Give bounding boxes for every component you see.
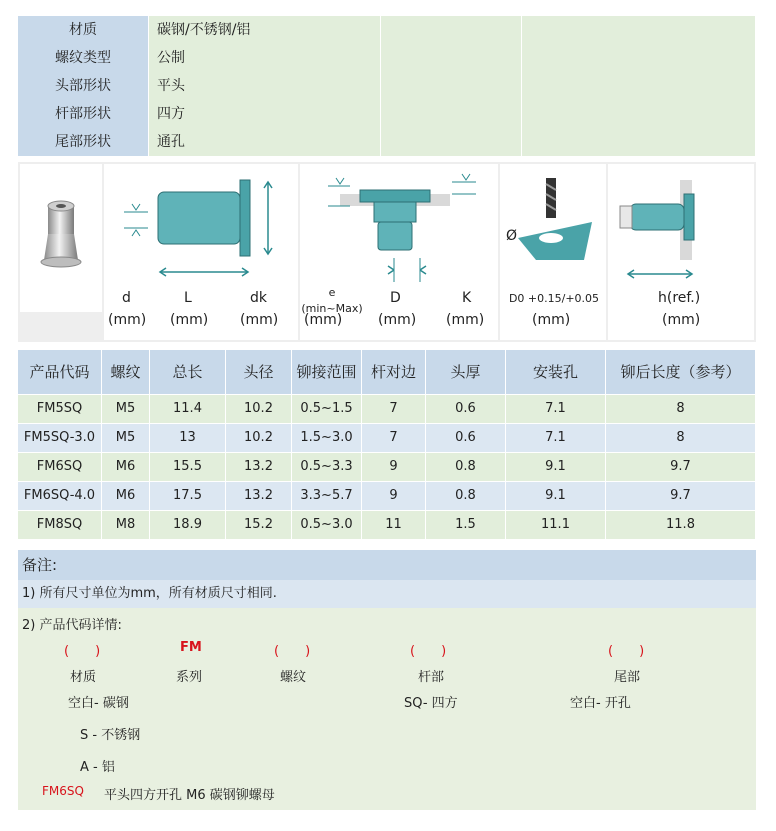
- table-header-row: [18, 350, 756, 394]
- label-e: e: [328, 286, 336, 299]
- spec-label: 螺纹类型: [18, 44, 149, 72]
- side-view-drawing: [104, 164, 298, 304]
- cell-shank: 9: [362, 482, 426, 510]
- col-header: 铆接范围: [292, 350, 362, 394]
- label-phi: Ø: [506, 228, 518, 244]
- code-paren-shank: ( ): [410, 644, 447, 659]
- label-D: D: [390, 290, 401, 306]
- cell-shank: 11: [362, 511, 426, 539]
- spec-row-shank: [18, 100, 756, 128]
- option-aluminum: A - 铝: [80, 760, 115, 775]
- cell-grip: 3.3~5.7: [292, 482, 362, 510]
- spec-row-head: [18, 72, 756, 100]
- col-header: 铆后长度（参考）: [606, 350, 756, 394]
- spec-value: 碳钢/不锈钢/铝: [149, 16, 381, 44]
- cell-code: FM6SQ: [18, 453, 102, 481]
- unit-D: (mm): [378, 312, 417, 328]
- code-label-tail: 尾部: [614, 670, 641, 685]
- code-paren-material: ( ): [64, 644, 101, 659]
- example-description: 平头四方开孔 M6 碳钢铆螺母: [104, 788, 275, 803]
- cell-head-thk: 1.5: [426, 511, 506, 539]
- cell-thread: M8: [102, 511, 150, 539]
- cell-grip: 0.5~1.5: [292, 395, 362, 423]
- cell-head-thk: 0.6: [426, 424, 506, 452]
- spec-label: 尾部形状: [18, 128, 149, 156]
- col-header: 总长: [150, 350, 226, 394]
- label-hole: D0 +0.15/+0.05: [508, 292, 600, 305]
- spec-value: 平头: [149, 72, 381, 100]
- cell-length: 11.4: [150, 395, 226, 423]
- table-row: [18, 511, 756, 539]
- cell-head-dia: 13.2: [226, 453, 292, 481]
- cell-length: 15.5: [150, 453, 226, 481]
- table-row: [18, 453, 756, 481]
- option-carbon-steel: 空白- 碳钢: [68, 696, 129, 711]
- cell-shank: 9: [362, 453, 426, 481]
- table-row: [18, 482, 756, 510]
- cell-shank: 7: [362, 395, 426, 423]
- spec-row-tail: [18, 128, 756, 156]
- cell-head-thk: 0.8: [426, 482, 506, 510]
- label-h: h(ref.): [658, 290, 701, 306]
- cell-hole: 7.1: [506, 395, 606, 423]
- cell-code: FM5SQ-3.0: [18, 424, 102, 452]
- col-header: 头厚: [426, 350, 506, 394]
- label-d: d: [122, 290, 131, 306]
- cell-riveted: 11.8: [606, 511, 756, 539]
- cell-head-thk: 0.6: [426, 395, 506, 423]
- note-line-2: 2) 产品代码详情:: [22, 618, 122, 633]
- code-label-series: 系列: [176, 670, 203, 685]
- cell-shank: 7: [362, 424, 426, 452]
- col-header: 头径: [226, 350, 292, 394]
- cell-riveted: 9.7: [606, 453, 756, 481]
- cell-hole: 11.1: [506, 511, 606, 539]
- code-label-thread: 螺纹: [280, 670, 307, 685]
- cell-head-thk: 0.8: [426, 453, 506, 481]
- spec-label: 材质: [18, 16, 149, 44]
- table-row: [18, 424, 756, 452]
- unit-h: (mm): [662, 312, 701, 328]
- code-label-material: 材质: [70, 670, 97, 685]
- example-code: FM6SQ: [42, 784, 84, 798]
- unit-dk: (mm): [240, 312, 279, 328]
- option-square: SQ- 四方: [404, 696, 458, 711]
- cell-riveted: 8: [606, 395, 756, 423]
- cell-length: 17.5: [150, 482, 226, 510]
- cell-hole: 9.1: [506, 453, 606, 481]
- spec-value: 通孔: [149, 128, 381, 156]
- cell-grip: 0.5~3.3: [292, 453, 362, 481]
- cell-grip: 0.5~3.0: [292, 511, 362, 539]
- cell-code: FM8SQ: [18, 511, 102, 539]
- cell-thread: M5: [102, 424, 150, 452]
- cell-hole: 9.1: [506, 482, 606, 510]
- dimension-diagram: [18, 162, 756, 342]
- cell-thread: M6: [102, 453, 150, 481]
- cell-hole: 7.1: [506, 424, 606, 452]
- spec-value: 四方: [149, 100, 381, 128]
- col-header: 螺纹: [102, 350, 150, 394]
- cell-thread: M6: [102, 482, 150, 510]
- cell-code: FM5SQ: [18, 395, 102, 423]
- col-header: 杆对边: [362, 350, 426, 394]
- cell-length: 18.9: [150, 511, 226, 539]
- cell-head-dia: 10.2: [226, 395, 292, 423]
- spec-label: 杆部形状: [18, 100, 149, 128]
- code-paren-tail: ( ): [608, 644, 645, 659]
- option-open-end: 空白- 开孔: [570, 696, 631, 711]
- spec-value: 公制: [149, 44, 381, 72]
- cell-grip: 1.5~3.0: [292, 424, 362, 452]
- cell-length: 13: [150, 424, 226, 452]
- cell-head-dia: 10.2: [226, 424, 292, 452]
- notes-title: 备注:: [18, 550, 756, 580]
- unit-K: (mm): [446, 312, 485, 328]
- label-dk: dk: [250, 290, 267, 306]
- spec-row-thread: [18, 44, 756, 72]
- option-stainless: S - 不锈钢: [80, 728, 141, 743]
- table-row: [18, 395, 756, 423]
- cell-riveted: 8: [606, 424, 756, 452]
- label-L: L: [184, 290, 192, 306]
- code-fm: FM: [180, 640, 202, 655]
- cell-head-dia: 13.2: [226, 482, 292, 510]
- cell-thread: M5: [102, 395, 150, 423]
- unit-d: (mm): [108, 312, 147, 328]
- unit-e: (mm): [304, 312, 343, 328]
- cell-code: FM6SQ-4.0: [18, 482, 102, 510]
- label-K: K: [462, 290, 472, 306]
- spec-row-material: [18, 16, 756, 44]
- col-header: 产品代码: [18, 350, 102, 394]
- cell-riveted: 9.7: [606, 482, 756, 510]
- label-e-range: (min~Max): [301, 302, 363, 315]
- col-header: 安装孔: [506, 350, 606, 394]
- note-line-1: 1) 所有尺寸单位为mm，所有材质尺寸相同.: [18, 580, 756, 608]
- unit-hole: (mm): [532, 312, 571, 328]
- code-paren-thread: ( ): [274, 644, 311, 659]
- riveted-view-drawing: [608, 164, 754, 304]
- unit-L: (mm): [170, 312, 209, 328]
- code-label-shank: 杆部: [418, 670, 445, 685]
- spec-label: 头部形状: [18, 72, 149, 100]
- installed-view-drawing: [300, 164, 498, 304]
- cell-head-dia: 15.2: [226, 511, 292, 539]
